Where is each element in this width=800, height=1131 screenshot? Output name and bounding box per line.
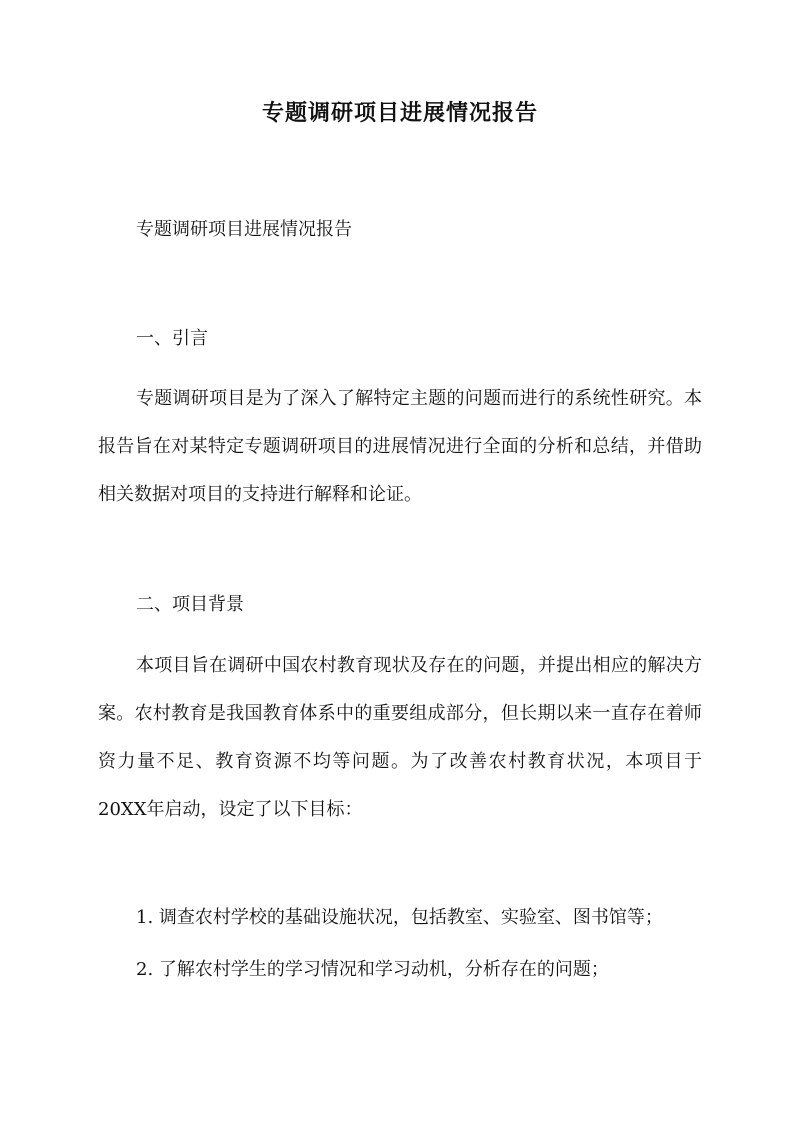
section-heading-introduction: 一、引言	[136, 328, 208, 349]
section-paragraph-background: 本项目旨在调研中国农村教育现状及存在的问题，并提出相应的解决方案。农村教育是我国教育体系中的重要组成部分，但长期以来一直存在着师资力量不足、教育资源不均等问题。为了改善农村教育状况，本项目于20XX年启动，设定了以下目标：	[98, 655, 702, 820]
section-paragraph-introduction: 专题调研项目是为了深入了解特定主题的问题而进行的系统性研究。本报告旨在对某特定专题调研项目的进展情况进行全面的分析和总结，并借助相关数据对项目的支持进行解释和论证。	[98, 388, 702, 505]
section-heading-background: 二、项目背景	[136, 594, 244, 615]
goal-list-item: 1. 调查农村学校的基础设施状况，包括教室、实验室、图书馆等；	[136, 907, 663, 928]
document-title: 专题调研项目进展情况报告	[261, 100, 538, 126]
goal-list-item: 2. 了解农村学生的学习情况和学习动机，分析存在的问题；	[136, 959, 609, 980]
document-subtitle: 专题调研项目进展情况报告	[136, 219, 352, 240]
